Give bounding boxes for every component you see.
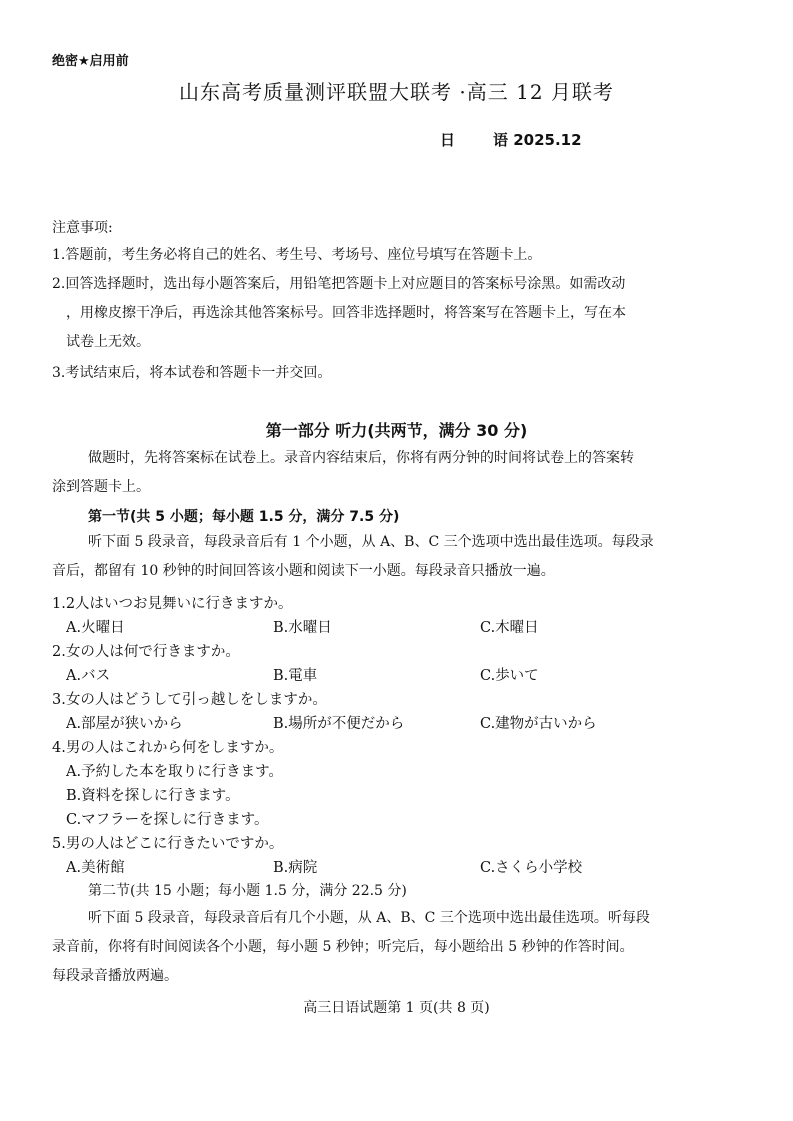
- section2-heading: 第二节(共 15 小题；每小题 1.5 分，满分 22.5 分): [88, 883, 407, 899]
- notice-item-2-line-1: 2.回答选择题时，选出每小题答案后，用铅笔把答题卡上对应题目的答案标号涂黑。如需改动: [52, 276, 626, 292]
- question-4-option-a: A.予約した本を取りに行きます。: [66, 764, 283, 780]
- section2-instruction-line-1: 听下面 5 段录音，每段录音后有几个小题，从 A、B、C 三个选项中选出最佳选项。听每段: [88, 910, 650, 926]
- notice-heading: 注意事项:: [52, 220, 113, 236]
- exam-title: 山东高考质量测评联盟大联考 ·高三 12 月联考: [179, 80, 614, 104]
- part1-intro-line-2: 涂到答题卡上。: [52, 479, 150, 495]
- section1-instruction-line-1: 听下面 5 段录音，每段录音后有 1 个小题，从 A、B、C 三个选项中选出最佳选项。每段录: [88, 534, 654, 550]
- question-5-option-c: C.さくら小学校: [480, 860, 583, 876]
- question-4-stem: 4.男の人はこれから何をしますか。: [52, 740, 284, 756]
- part1-title: 第一部分 听力(共两节，满分 30 分): [265, 421, 528, 440]
- question-3-stem: 3.女の人はどうして引っ越しをしますか。: [52, 692, 327, 708]
- question-5-stem: 5.男の人はどこに行きたいですか。: [52, 836, 284, 852]
- part1-intro-line-1: 做题时，先将答案标在试卷上。录音内容结束后，你将有两分钟的时间将试卷上的答案转: [88, 450, 634, 466]
- confidential-label: 绝密★启用前: [52, 54, 129, 69]
- question-2-option-c: C.歩いて: [480, 668, 539, 684]
- section1-heading: 第一节(共 5 小题；每小题 1.5 分，满分 7.5 分): [88, 509, 400, 525]
- section1-instruction-line-2: 音后，都留有 10 秒钟的时间回答该小题和阅读下一小题。每段录音只播放一遍。: [52, 563, 555, 579]
- question-5-option-b: B.病院: [273, 860, 318, 876]
- question-2-option-b: B.電車: [273, 668, 318, 684]
- question-3-option-a: A.部屋が狭いから: [66, 716, 183, 732]
- question-1-option-a: A.火曜日: [66, 620, 125, 636]
- question-1-option-b: B.水曜日: [273, 620, 332, 636]
- page-footer: 高三日语试题第 1 页(共 8 页): [303, 1000, 490, 1016]
- subject-line: [440, 129, 582, 150]
- notice-item-3: 3.考试结束后，将本试卷和答题卡一并交回。: [52, 365, 332, 381]
- question-4-option-b: B.資料を探しに行きます。: [66, 788, 240, 804]
- subject-char-2-date: 语 2025.12: [493, 131, 582, 149]
- question-5-option-a: A.美術館: [66, 860, 125, 876]
- section2-instruction-line-3: 每段录音播放两遍。: [52, 968, 178, 984]
- question-3-option-c: C.建物が古いから: [480, 716, 597, 732]
- question-2-stem: 2.女の人は何で行きますか。: [52, 644, 240, 660]
- notice-item-2-line-3: 试卷上无效。: [66, 334, 150, 350]
- notice-item-1: 1.答题前，考生务必将自己的姓名、考生号、考场号、座位号填写在答题卡上。: [52, 247, 542, 263]
- question-1-option-c: C.木曜日: [480, 620, 539, 636]
- question-1-stem: 1.2人はいつお見舞いに行きますか。: [52, 596, 293, 612]
- notice-item-2-line-2: ，用橡皮擦干净后，再选涂其他答案标号。回答非选择题时，将答案写在答题卡上，写在本: [66, 305, 626, 321]
- subject-char-1: 日: [440, 131, 456, 149]
- question-2-option-a: A.バス: [66, 668, 111, 684]
- section2-instruction-line-2: 录音前，你将有时间阅读各个小题，每小题 5 秒钟；听完后，每小题给出 5 秒钟的作答时间。: [52, 939, 634, 955]
- question-3-option-b: B.場所が不便だから: [273, 716, 405, 732]
- question-4-option-c: C.マフラーを探しに行きます。: [66, 812, 269, 828]
